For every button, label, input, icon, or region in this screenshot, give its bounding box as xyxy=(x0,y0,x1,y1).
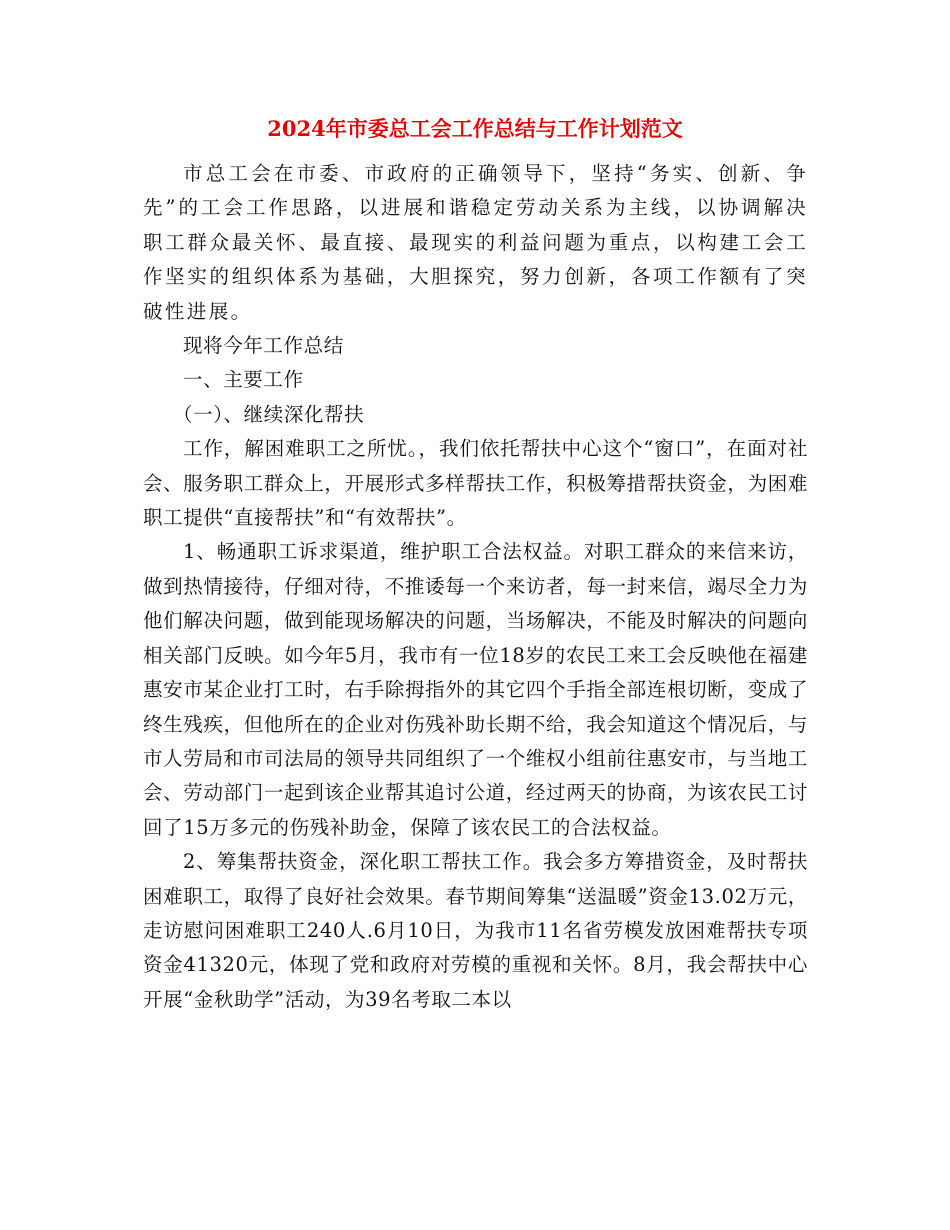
heading-main-work: 一、主要工作 xyxy=(183,368,304,392)
paragraph-summary-lead: 现将今年工作总结 xyxy=(183,334,344,358)
paragraph-item-1: 1、畅通职工诉求渠道，维护职工合法权益。对职工群众的来信来访，做到热情接待，仔细对待，不推诿每一个来访者，每一封来信，竭尽全力为他们解决问题，做到能现场解决的问题，当场解决，不能及时解决的问题向相关部门反映。如今年5月，我市有一位18岁的农民工来工会反映他在福建惠安市某企业打工时，右手除拇指外的其它四个手指全部连根切断，变成了终生残疾，但他所在的企业对伤残补助长期不给，我会知道这个情况后，与市人劳局和市司法局的领导共同组织了一个维权小组前往惠安市，与当地工会、劳动部门一起到该企业帮其追讨公道，经过两天的协商，为该农民工讨回了15万多元的伤残补助金，保障了该农民工的合法权益。 xyxy=(143,540,808,839)
heading-deepen-assistance: （一）、继续深化帮扶 xyxy=(173,402,365,426)
paragraph-intro: 市总工会在市委、市政府的正确领导下，坚持“务实、创新、争先”的工会工作思路，以进展和谐稳定劳动关系为主线，以协调解决职工群众最关怀、最直接、最现实的利益问题为重点，以构建工会工作坚实的组织体系为基础，大胆探究，努力创新，各项工作额有了突破性进展。 xyxy=(143,162,808,323)
document-title: 2024年市委总工会工作总结与工作计划范文 xyxy=(267,116,683,141)
document-body xyxy=(143,157,808,1017)
paragraph-assistance-work: 工作，解困难职工之所忧。，我们依托帮扶中心这个“窗口”，在面对社会、服务职工群众上，开展形式多样帮扶工作，积极筹措帮扶资金，为困难职工提供“直接帮扶”和“有效帮扶”。 xyxy=(143,437,808,530)
paragraph-item-2: 2、筹集帮扶资金，深化职工帮扶工作。我会多方筹措资金，及时帮扶困难职工，取得了良好社会效果。春节期间筹集“送温暖”资金13.02万元，走访慰问困难职工240人.6月10日，为我市11名省劳模发放困难帮扶专项资金41320元，体现了党和政府对劳模的重视和关怀。8月，我会帮扶中心开展“金秋助学”活动，为39名考取二本以 xyxy=(143,850,808,1011)
